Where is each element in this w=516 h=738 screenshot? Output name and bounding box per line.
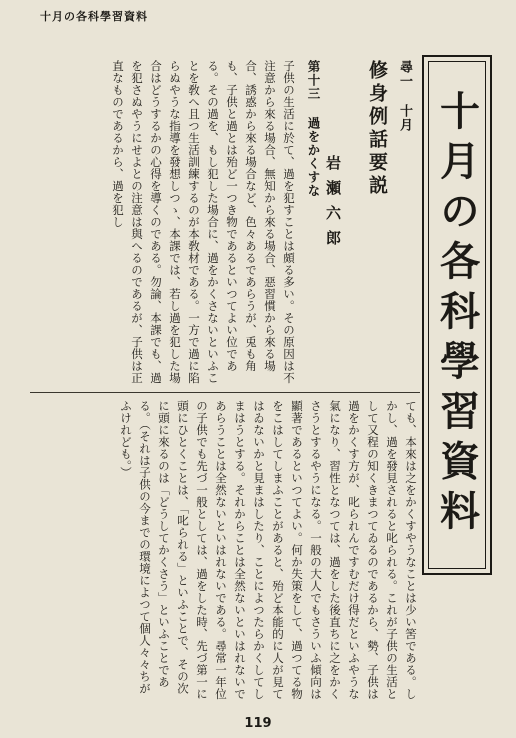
page-title: 十月の各科學習資料 (433, 90, 481, 540)
lesson-subhead: 第十三 過をかくすな (306, 60, 321, 198)
lesson-grade: 尋一 十月 (397, 60, 412, 132)
lesson-title: 修身例話要説 (366, 60, 388, 198)
page-number: 119 (244, 716, 272, 731)
lesson-header (366, 60, 414, 380)
lesson-author: 岩瀬六郎 (324, 155, 342, 255)
body-text-lower-left: ても、本來は之をかくすやうなことは少い筈である。しかし、過を發見されると叱られる。これが子供の生活として又程の知くきまつてゐるのであるから、勢、子供は過をかくす方が、叱られんですむだけ得だといふやうな氣になり、習性となつては、過をした後直ちに之をかくさうとするやうになる。一般の大人でもさういふ傾向は顯著であるといつてよい。何か失策をして、過つてる物をこはしてしまふことがあると、殆ど本能的に人が見てはゐないかと見まはしたり、ことによつたらかくしてしまはうとする。それからことは全然ないといはれないであらうことは全然ないといはれないである。尋常一年位の子供でも先づ一般としては、過をした時、先づ第一に頭にひとくことは、「叱られる」といふことで、その次に頭に來るのは「どうしてかくさう」といふことである。（それは子供の今までの環境によつて個人々々ちがふけれども。） (119, 400, 418, 700)
running-head: 十月の各科學習資料 (40, 10, 148, 23)
title-box (422, 55, 492, 575)
body-text-upper-right: 子供の生活に於て、過を犯すことは頗る多い。その原因は不注意から來る場合、無知から來る場合、惡習慣から來る場合、誘惑から來る場合など、色々あるであらうが、兎も角も、子供と過とは殆ど一つき物であるといつてよい位である。その過を、もし犯した場合に、過をかくさないといふことを敎へ且つ生活訓練するのが本敎材である。一方で過に陷らぬやうな指導を發想しつゝ、本課では、若し過を犯した場合はどうするかの心得を導くのである。勿論、本課でも、過を犯さぬやうにせよとの注意は與へるのであるが、子供は正直なものであるから、過を犯し (111, 60, 296, 384)
section-divider (30, 392, 420, 393)
